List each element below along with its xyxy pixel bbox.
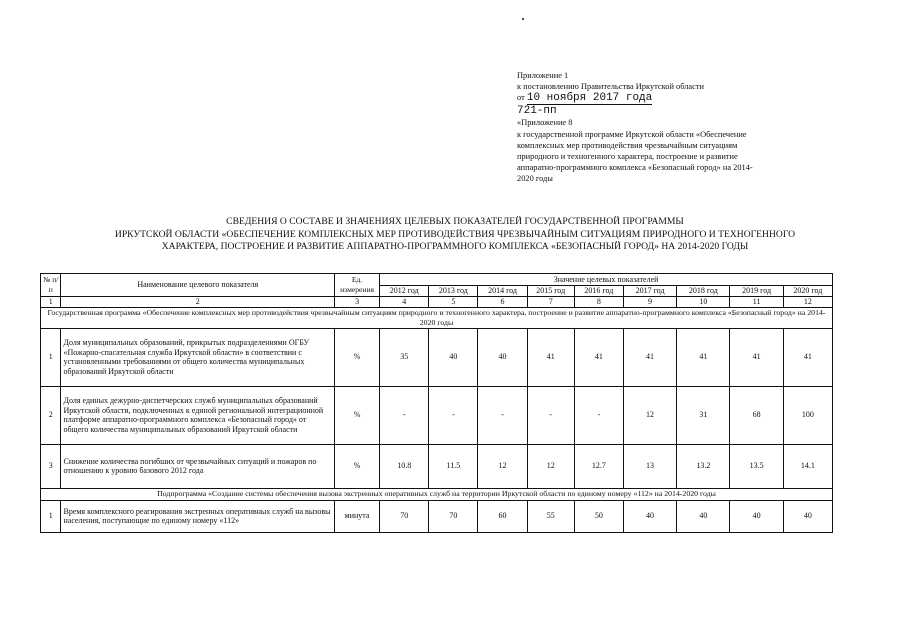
scan-speck [522, 18, 524, 20]
row-num: 1 [41, 328, 61, 386]
header-unit: Ед. измерения [335, 274, 380, 297]
indicator-value: - [574, 386, 623, 444]
header-values-group: Значение целевых показателей [380, 274, 833, 286]
indicator-value: 10.8 [380, 444, 429, 488]
indicator-name: Доля единых дежурно-диспетчерских служб муниципальных образований Иркутской области, подключенных к единой региональной интеграционной платформе аппаратно-программного комплекса «Безопасный город» от общего количества муниципальных образований Иркутской области [61, 386, 335, 444]
column-number: 10 [677, 297, 730, 308]
indicator-value: 40 [623, 500, 676, 532]
indicator-value: 40 [730, 500, 783, 532]
title-line: ХАРАКТЕРА, ПОСТРОЕНИЕ И РАЗВИТИЕ АППАРАТНО-ПРОГРАММНОГО КОМПЛЕКСА «БЕЗОПАСНЫЙ ГОРОД» НА 2014-2020 ГОДЫ [161, 241, 749, 252]
header-num: № п/п [41, 274, 61, 297]
table-row [41, 444, 833, 488]
header-year: 2012 год [380, 286, 429, 297]
header-indicator-name: Наименование целевого показателя [61, 274, 335, 297]
subprogram-title-row [41, 488, 833, 500]
row-num: 2 [41, 386, 61, 444]
indicator-value: 41 [527, 328, 574, 386]
indicator-value: 14.1 [783, 444, 832, 488]
annex-resolution-ref: к постановлению Правительства Иркутской области [517, 82, 705, 92]
header-year: 2019 год [730, 286, 783, 297]
indicator-value: 40 [429, 328, 478, 386]
annex-number-line [517, 105, 857, 117]
header-year: 2014 год [478, 286, 527, 297]
indicator-value: - [527, 386, 574, 444]
indicator-value: 13.5 [730, 444, 783, 488]
indicator-unit: % [335, 328, 380, 386]
annex-date-prefix: от [517, 93, 525, 103]
header-year: 2015 год [527, 286, 574, 297]
column-number: 2 [61, 297, 335, 308]
indicator-value: 40 [677, 500, 730, 532]
row-num: 3 [41, 444, 61, 488]
table-row [41, 386, 833, 444]
column-number: 3 [335, 297, 380, 308]
indicator-value: 12 [478, 444, 527, 488]
program-title: Государственная программа «Обеспечение комплексных мер противодействия чрезвычайным ситуациям природного и техногенного характера, построение и развитие аппаратно-программного комплекса «Безопасный город» на 2014-2020 годы [41, 307, 833, 328]
header-year: 2016 год [574, 286, 623, 297]
indicator-value: 41 [730, 328, 783, 386]
indicator-value: 11.5 [429, 444, 478, 488]
annex-block [517, 70, 857, 185]
indicator-value: - [478, 386, 527, 444]
column-number-row [41, 297, 833, 308]
indicator-value: 41 [783, 328, 832, 386]
annex-program-line: аппаратно-программного комплекса «Безопасный город» на 2014- [517, 163, 753, 173]
annex-program-line: 2020 годы [517, 174, 553, 184]
annex-program-line: к государственной программе Иркутской области «Обеспечение [517, 129, 747, 139]
title-line: СВЕДЕНИЯ О СОСТАВЕ И ЗНАЧЕНИЯХ ЦЕЛЕВЫХ ПОКАЗАТЕЛЕЙ ГОСУДАРСТВЕННОЙ ПРОГРАММЫ [226, 216, 684, 227]
subprogram-title: Подпрограмма «Создание системы обеспечения вызова экстренных оперативных служб на территории Иркутской области по единому номеру «112» на 2014-2020 годы [41, 488, 833, 500]
indicator-value: 41 [677, 328, 730, 386]
column-number: 6 [478, 297, 527, 308]
program-title-row [41, 307, 833, 328]
indicator-name: Время комплексного реагирования экстренных оперативных служб на вызовы населения, поступающие по единому номеру «112» [61, 500, 335, 532]
indicator-value: 68 [730, 386, 783, 444]
indicator-value: 70 [380, 500, 429, 532]
indicator-value: 55 [527, 500, 574, 532]
indicator-unit: % [335, 386, 380, 444]
indicator-value: 40 [478, 328, 527, 386]
column-number: 4 [380, 297, 429, 308]
column-number: 12 [783, 297, 832, 308]
document-title [40, 216, 870, 254]
column-number: 1 [41, 297, 61, 308]
indicator-unit: % [335, 444, 380, 488]
indicator-value: 40 [783, 500, 832, 532]
indicator-value: - [380, 386, 429, 444]
column-number: 9 [623, 297, 676, 308]
indicator-value: - [429, 386, 478, 444]
annex-date-line [517, 92, 857, 105]
annex-appendix-heading: «Приложение 8 [517, 118, 573, 128]
indicator-unit: минута [335, 500, 380, 532]
indicator-value: 41 [574, 328, 623, 386]
indicator-value: 60 [478, 500, 527, 532]
indicator-value: 13 [623, 444, 676, 488]
annex-date-value: 10 ноября 2017 года [526, 92, 653, 105]
indicators-table [40, 273, 833, 533]
table-row [41, 500, 833, 532]
indicator-value: 31 [677, 386, 730, 444]
column-number: 5 [429, 297, 478, 308]
column-number: 11 [730, 297, 783, 308]
annex-number-value: 721-пп [517, 105, 557, 118]
annex-program-line: комплексных мер противодействия чрезвычайным ситуациям [517, 140, 738, 150]
indicator-value: 41 [623, 328, 676, 386]
header-year: 2018 год [677, 286, 730, 297]
title-line: ИРКУТСКОЙ ОБЛАСТИ «ОБЕСПЕЧЕНИЕ КОМПЛЕКСНЫХ МЕР ПРОТИВОДЕЙСТВИЯ ЧРЕЗВЫЧАЙНЫМ СИТУАЦИЯМ ПРИРОДНОГО И ТЕХНОГЕННОГО [114, 228, 796, 240]
header-year: 2017 год [623, 286, 676, 297]
indicator-value: 12 [527, 444, 574, 488]
indicator-value: 35 [380, 328, 429, 386]
column-number: 7 [527, 297, 574, 308]
header-year: 2013 год [429, 286, 478, 297]
indicator-name: Снижение количества погибших от чрезвычайных ситуаций и пожаров по отношению к уровню базового 2012 года [61, 444, 335, 488]
row-num: 1 [41, 500, 61, 532]
annex-heading: Приложение 1 [517, 71, 569, 80]
annex-program-line: природного и техногенного характера, построение и развитие [517, 152, 738, 162]
indicator-value: 100 [783, 386, 832, 444]
indicator-name: Доля муниципальных образований, прикрытых подразделениями ОГБУ «Пожарно-спасательная служба Иркутской области» в соответствии с установленными требованиями от общего количества муниципальных образований Иркутской области [61, 328, 335, 386]
indicator-value: 12.7 [574, 444, 623, 488]
indicator-value: 70 [429, 500, 478, 532]
table-row [41, 328, 833, 386]
column-number: 8 [574, 297, 623, 308]
table-header-row [41, 274, 833, 286]
indicator-value: 12 [623, 386, 676, 444]
indicator-value: 13.2 [677, 444, 730, 488]
header-year: 2020 год [783, 286, 832, 297]
indicator-value: 50 [574, 500, 623, 532]
